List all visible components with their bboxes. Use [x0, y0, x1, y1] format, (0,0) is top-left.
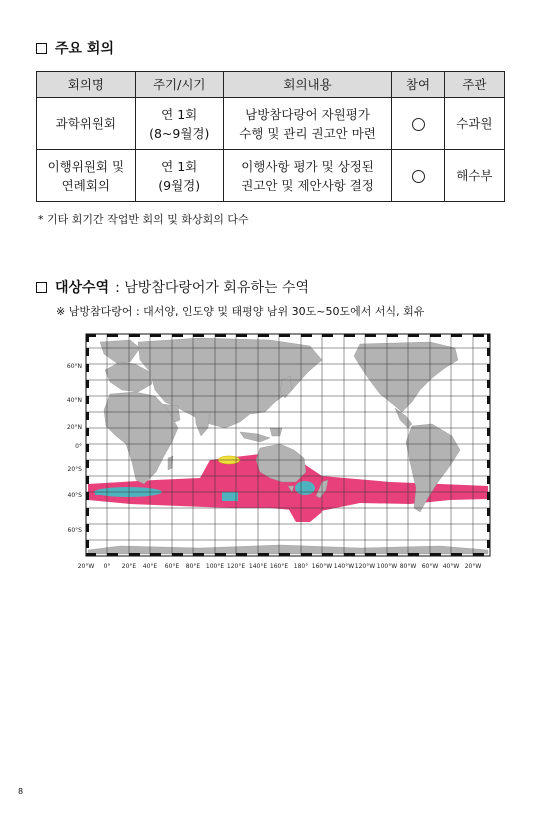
lon-label: 60°W [421, 563, 439, 570]
section-title-bold: 대상수역 [55, 280, 110, 296]
lon-label: 100°E [205, 563, 225, 570]
lon-label: 20°W [464, 563, 482, 570]
lat-label: 40°S [67, 492, 82, 499]
lon-label: 40°E [142, 563, 158, 570]
lon-label: 80°W [399, 563, 417, 570]
meeting-content [223, 98, 392, 150]
meeting-name: 과학위원회 [37, 98, 136, 150]
species-note: ※ 남방참다랑어 : 대서양, 인도양 및 태평양 남위 30도~50도에서 서식, 회유 [56, 305, 425, 318]
meeting-content [223, 150, 392, 202]
lon-label: 0° [103, 563, 111, 570]
lon-label: 160°W [311, 563, 333, 570]
meeting-period [135, 150, 223, 202]
name-line: 연례회의 [61, 177, 110, 193]
lon-label: 60°E [164, 563, 180, 570]
meeting-name [37, 150, 136, 202]
table-row [37, 98, 505, 150]
header-cell: 주관 [444, 72, 504, 98]
latitude-labels [67, 363, 82, 534]
circle-mark-icon [412, 118, 425, 131]
meeting-period [135, 98, 223, 150]
lon-label: 140°E [248, 563, 268, 570]
content-line: 수행 및 관리 권고안 마련 [239, 125, 376, 141]
lon-label: 40°W [442, 563, 460, 570]
meetings-table [36, 71, 505, 202]
page-number: 8 [18, 787, 24, 796]
square-bullet-icon [36, 43, 47, 54]
circle-mark-icon [412, 170, 425, 183]
period-line: 연 1회 [161, 158, 198, 174]
table-header-row [37, 72, 505, 98]
lat-label: 0° [75, 443, 82, 450]
participation-cell [392, 150, 444, 202]
table-footnote: * 기타 회기간 작업반 회의 및 화상회의 다수 [38, 213, 249, 226]
header-cell: 주기/시기 [135, 72, 223, 98]
lon-label: 160°E [269, 563, 289, 570]
participation-cell [392, 98, 444, 150]
lon-label: 180° [293, 563, 309, 570]
lon-label: 140°W [333, 563, 355, 570]
lon-label: 20°E [121, 563, 137, 570]
lon-label: 120°E [226, 563, 246, 570]
lat-label: 60°N [66, 363, 82, 370]
section-title: 주요 회의 [55, 41, 114, 57]
content-line: 남방참다랑어 자원평가 [245, 106, 370, 122]
lon-label: 20°W [77, 563, 95, 570]
host-cell: 수과원 [444, 98, 504, 150]
period-line: (9월경) [158, 177, 201, 193]
section-heading-meetings [36, 38, 114, 58]
section-title-rest: : 남방참다랑어가 회유하는 수역 [115, 280, 309, 296]
map-svg [60, 332, 500, 572]
lat-label: 20°S [67, 466, 82, 473]
name-line: 이행위원회 및 [47, 158, 125, 174]
header-cell: 회의내용 [223, 72, 392, 98]
lon-label: 120°W [354, 563, 376, 570]
host-cell: 해수부 [444, 150, 504, 202]
table-row [37, 150, 505, 202]
content-line: 권고안 및 제안사항 결정 [241, 177, 374, 193]
lat-label: 60°S [67, 527, 82, 534]
header-cell: 참여 [392, 72, 444, 98]
lat-label: 20°N [66, 424, 82, 431]
lon-label: 80°E [185, 563, 201, 570]
header-cell: 회의명 [37, 72, 136, 98]
square-bullet-icon [36, 282, 47, 293]
period-line: 연 1회 [161, 106, 198, 122]
distribution-map [60, 332, 500, 572]
lat-label: 40°N [66, 397, 82, 404]
section-heading-target-waters [36, 277, 309, 297]
period-line: (8~9월경) [149, 125, 210, 141]
lon-label: 100°W [376, 563, 398, 570]
longitude-labels [78, 563, 482, 570]
content-line: 이행사항 평가 및 상정된 [241, 158, 374, 174]
